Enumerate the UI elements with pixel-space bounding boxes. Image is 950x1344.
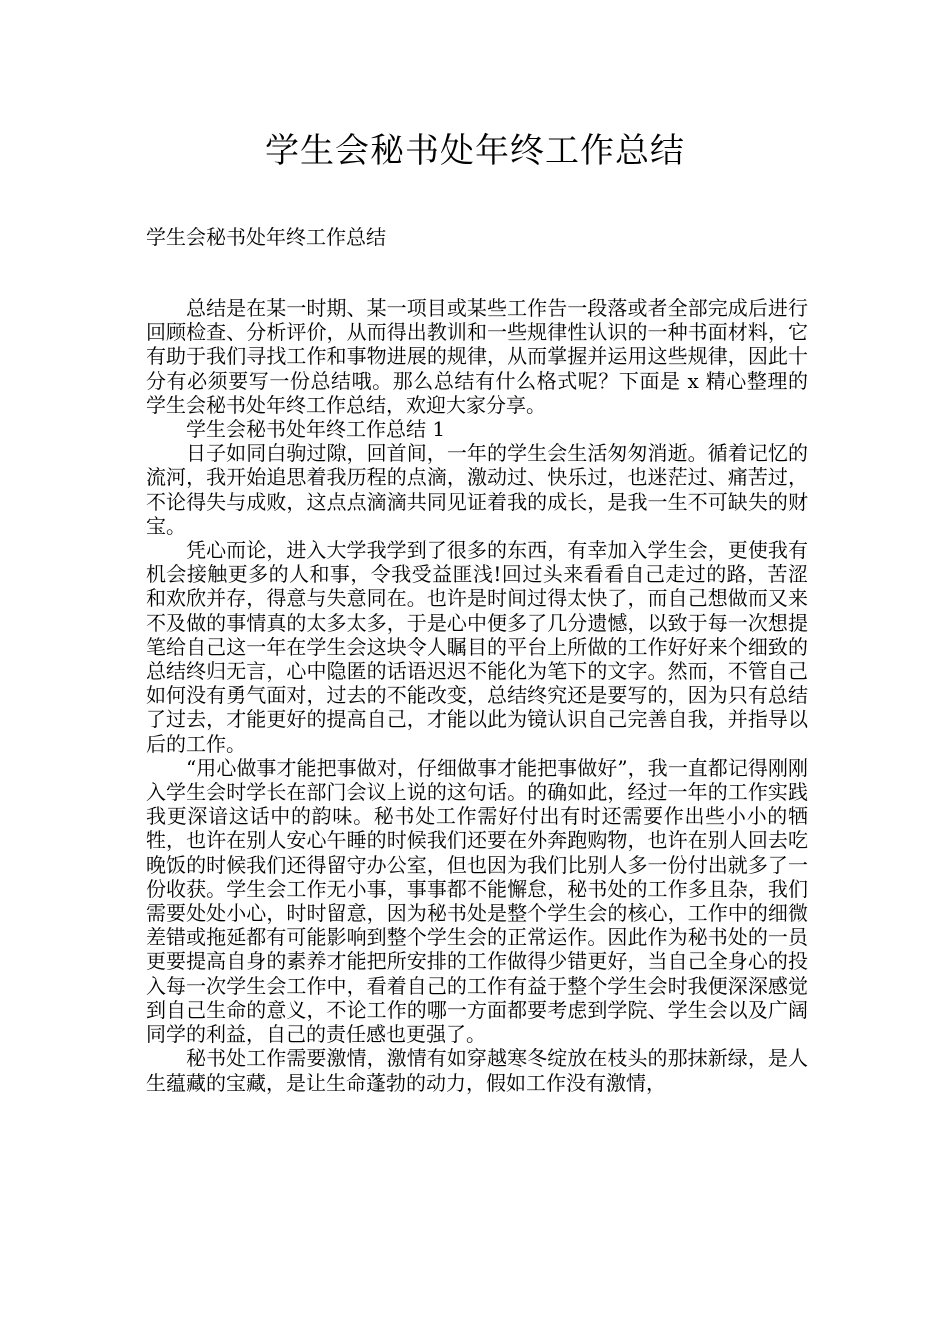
section-heading: 学生会秘书处年终工作总结 1 bbox=[186, 417, 446, 442]
paragraph: “用心做事才能把事做对，仔细做事才能把事做好”，我一直都记得刚刚入学生会时学长在部门会议上说的这句话。的确如此，经过一年的工作实践我更深谙这话中的韵味。秘书处工作需好付出有时还需要作出些小小的牺牲，也许在别人安心午睡的时候我们还要在外奔跑购物，也许在别人回去吃晚饭的时候我们还得留守办公室，但也因为我们比别人多一份付出就多了一份收获。学生会工作无小事，事事都不能懈怠，秘书处的工作多且杂，我们需要处处小心，时时留意，因为秘书处是整个学生会的核心，工作中的细微差错或拖延都有可能影响到整个学生会的正常运作。因此作为秘书处的一员更要提高自身的素养才能把所安排的工作做得少错更好，当自己全身心的投入每一次学生会工作中，看着自己的工作有益于整个学生会时我便深深感觉到自己生命的意义，不论工作的哪一方面都要考虑到学院、学生会以及广阔同学的利益，自己的责任感也更强了。 bbox=[146, 755, 808, 1047]
paragraph: 日子如同白驹过隙，回首间，一年的学生会生活匆匆消逝。循着记忆的流河，我开始追思着我历程的点滴，激动过、快乐过，也迷茫过、痛苦过，不论得失与成败，这点点滴滴共同见证着我的成长，是我一生不可缺失的财宝。 bbox=[146, 441, 808, 538]
document-body bbox=[146, 296, 808, 1095]
paragraph: 凭心而论，进入大学我学到了很多的东西，有幸加入学生会，更使我有机会接触更多的人和事，令我受益匪浅!回过头来看看自己走过的路，苦涩和欢欣并存，得意与失意同在。也许是时间过得太快了，而自己想做而又来不及做的事情真的太多太多，于是心中便多了几分遗憾，以致于每一次想提笔给自己这一年在学生会这块令人瞩目的平台上所做的工作好好来个细致的总结终归无言，心中隐匿的话语迟迟不能化为笔下的文字。然而，不管自己如何没有勇气面对，过去的不能改变，总结终究还是要写的，因为只有总结了过去，才能更好的提高自己，才能以此为镜认识自己完善自我，并指导以后的工作。 bbox=[146, 538, 808, 756]
paragraph-intro: 总结是在某一时期、某一项目或某些工作告一段落或者全部完成后进行回顾检查、分析评价，从而得出教训和一些规律性认识的一种书面材料，它有助于我们寻找工作和事物进展的规律，从而掌握并运用这些规律，因此十分有必须要写一份总结哦。那么总结有什么格式呢？下面是 x 精心整理的学生会秘书处年终工作总结，欢迎大家分享。 bbox=[146, 296, 808, 417]
document-subtitle: 学生会秘书处年终工作总结 bbox=[146, 225, 386, 249]
document-title: 学生会秘书处年终工作总结 bbox=[265, 131, 685, 171]
paragraph: 秘书处工作需要激情，激情有如穿越寒冬绽放在枝头的那抹新绿，是人生蕴藏的宝藏，是让生命蓬勃的动力，假如工作没有激情， bbox=[146, 1046, 808, 1095]
